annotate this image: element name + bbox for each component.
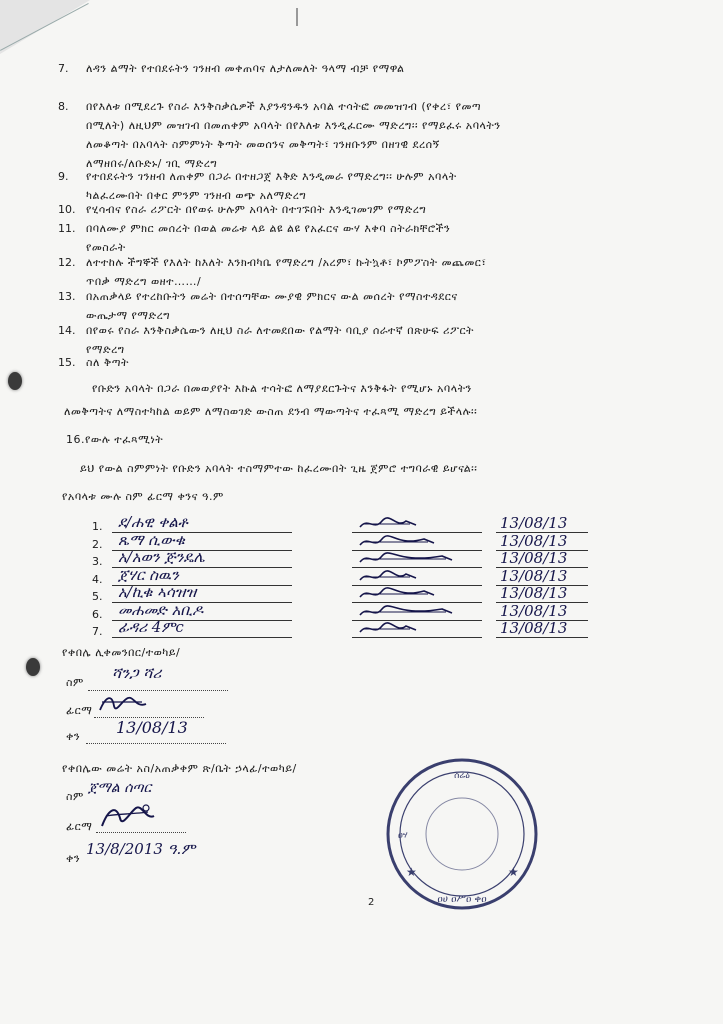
member-date: 13/08/13	[500, 566, 568, 585]
member-date: 13/08/13	[500, 619, 568, 637]
item-text-line: ለመቆጣት በአባላት ስምምነት ቅጣት መወሰንና መቅጣት፣ ገንዘቡንም በዘገዊ ደረሰኝ	[86, 138, 440, 151]
item-number: 10.	[58, 203, 76, 216]
item-text-line: የመስራት	[86, 241, 126, 254]
member-date: 13/08/13	[500, 601, 568, 620]
member-name: ጼማ ሲውቁ	[118, 530, 185, 549]
member-signature	[356, 515, 466, 533]
stamp-text-top: ሰሬዕ	[454, 771, 470, 781]
member-number: 3.	[92, 555, 103, 568]
edge-mark	[296, 8, 298, 26]
item-number: 15.	[58, 356, 76, 369]
item-text-line: ካልፈረሙበት በቀር ምንም ገንዘብ ወጭ አለማድረግ	[86, 189, 307, 202]
member-date: 13/08/13	[500, 514, 568, 532]
member-signature	[356, 568, 466, 586]
member-name: አ/ኪቁ ኣሳዝዝ	[118, 583, 197, 601]
member-signature	[356, 533, 466, 551]
member-number: 2.	[92, 537, 103, 551]
land-office-date-label: ቀን	[66, 852, 81, 865]
receiver-title: የቀበሌ ሊቀመንበር/ተወካይ/	[62, 646, 181, 659]
stamp-text-bottom: ዐሀ ዐሥዐ ቀዐ	[437, 894, 487, 905]
land-office-name-label: ስም	[66, 790, 84, 803]
item-number: 14.	[58, 324, 76, 337]
item-text-line: ስለ ቅጣት	[86, 356, 129, 369]
item-text-line: በየወሩ የስራ እንቅስቃሴውን ለዚህ ስራ ለተመደበው የልማት ባቢያ ሰራተኛ በጽሁፍ ሪፖርት	[86, 324, 474, 337]
item-number: 9.	[58, 170, 69, 183]
member-number: 6.	[92, 607, 103, 621]
item-text-line: በአጠቃላይ የተረከቡትን መሬት በተሰጣቸው ሙያዊ ምክርና ውል መሰረት የማስተዳደርና	[86, 290, 458, 303]
item-text-line: ለተተከሉ ችግኞች የእለት ከእለት እንክብካቤ የማድረግ /አረም፣ ኩትኳቶ፣ ኮምፖስት መጨመር፣	[86, 256, 487, 269]
member-name: ፊዳሪ 4ምc	[118, 618, 184, 636]
member-name: ደ/ሐዊ ቀልቶ	[118, 513, 188, 531]
member-signature	[356, 550, 466, 568]
item-text-line: ለዳን ልማት የተበደሩትን ገንዘብ መቀጠባና ለታለመለት ዓላማ ብቻ የማዋል	[86, 62, 405, 75]
item-number: 7.	[58, 62, 69, 75]
members-header: የአባላቱ ሙሉ ስም ፊርማ ቀንና ዓ.ም	[62, 490, 224, 503]
item-text-line: በየእለቱ በሚደረጉ የስራ እንቅስቃሴዎች እያንዳንዱን አባል ተሳትፎ መመዝገብ (የቀረ፣ የመጣ	[86, 100, 482, 113]
item-text-line: በባለሙያ ምክር መሰረት በወል መሬቱ ላይ ልዩ ልዩ የአፈርና ውሃ እቀባ ስትራክቸሮችን	[86, 222, 451, 235]
official-stamp	[384, 756, 540, 912]
item-text-line: በሚለት) ለዚህም መዝገብ በመጠቀም አባላት በየእለቱ እንዲፈርሙ ማድረግ፡፡ የማይፈሩ አባላትን	[86, 119, 501, 132]
item-text-line: ጥበቃ ማድረግ ወዘተ……/	[86, 275, 202, 288]
receiver-signature-label: ፊርማ	[66, 704, 93, 717]
signature-underline	[352, 637, 482, 638]
land-office-name: ጀማል ሰጣር	[88, 780, 152, 796]
section-16-text: ይህ የውል ስምምነት የቡድን አባላት ተስማምተው ከፈረሙበት ጊዜ ጀምሮ ተግባራዊ ይሆናል፡፡	[80, 462, 478, 475]
punch-hole	[26, 658, 40, 676]
date-underline	[496, 637, 588, 638]
member-date: 13/08/13	[500, 549, 568, 567]
item-number: 11.	[58, 222, 76, 235]
item-number: 8.	[58, 100, 69, 113]
page-number: 2	[368, 897, 375, 908]
member-signature	[356, 585, 466, 603]
penalty-line-1: የቡድን አባላት በጋራ በመወያየት እኩል ተሳትፎ ለማያደርጉትና እንቅፋት የሚሆኑ አባላትን	[92, 382, 472, 395]
penalty-line-2: ለመቅጣትና ለማስተካከል ወይም ለማስወገድ ውስጠ ደንብ ማውጣትና ተፈጻሚ ማድረግ ይችላሉ፡፡	[64, 405, 478, 418]
member-number: 5.	[92, 590, 103, 603]
item-text-line: የማድረግ	[86, 343, 125, 356]
stamp-star-icon: ★	[406, 865, 417, 879]
dotted-line	[96, 832, 186, 833]
receiver-name-label: ስም	[66, 676, 84, 689]
item-text-line: ውጤታማ የማድረግ	[86, 309, 171, 322]
receiver-date: 13/08/13	[116, 718, 188, 737]
item-text-line: የተበደሩትን ገንዘብ ለጠቀም በጋራ በተዘጋጀ እቅድ እንዲመራ የማድረግ፡፡ ሁሉም አባላት	[86, 170, 457, 183]
punch-hole	[8, 372, 22, 390]
item-number: 12.	[58, 256, 76, 269]
land-office-title: የቀበሌው መሬት አስ/አጠቃቀም ጽ/ቤት ኃላፊ/ተወካይ/	[62, 762, 297, 775]
member-name: ጀሃር ስዉን	[118, 565, 179, 584]
dotted-line	[86, 743, 226, 744]
stamp-star-icon: ★	[508, 865, 519, 879]
stamp-text-side: ዐሃ	[398, 831, 408, 841]
receiver-signature	[96, 690, 152, 718]
member-name: አ/አወን ጅንዴሌ	[118, 548, 205, 566]
land-office-signature	[96, 800, 158, 832]
member-number: 1.	[92, 520, 103, 533]
member-signature	[356, 603, 466, 621]
receiver-name: ሻንጋ ሻሪ	[112, 664, 162, 682]
item-text-line: የሂሳብና የስራ ሪፖርት በየወሩ ሁሉም አባላት በተገኙበት እንዲገመገም የማድረግ	[86, 203, 427, 216]
name-underline	[112, 637, 292, 638]
item-text-line: ለማዘበሩ/ለቡድኑ/ ገቢ ማድረግ	[86, 157, 218, 170]
section-16-title: 16.የውሉ ተፈጻሚነት	[66, 433, 164, 446]
item-number: 13.	[58, 290, 76, 303]
member-date: 13/08/13	[500, 531, 568, 550]
land-office-signature-label: ፊርማ	[66, 820, 93, 833]
land-office-date: 13/8/2013 ዓ.ም	[86, 840, 196, 858]
receiver-date-label: ቀን	[66, 730, 81, 743]
member-name: መሐመድ አቢዶ	[118, 600, 204, 619]
member-signature	[356, 620, 466, 638]
member-date: 13/08/13	[500, 584, 568, 602]
member-number: 4.	[92, 572, 103, 586]
member-number: 7.	[92, 625, 103, 638]
